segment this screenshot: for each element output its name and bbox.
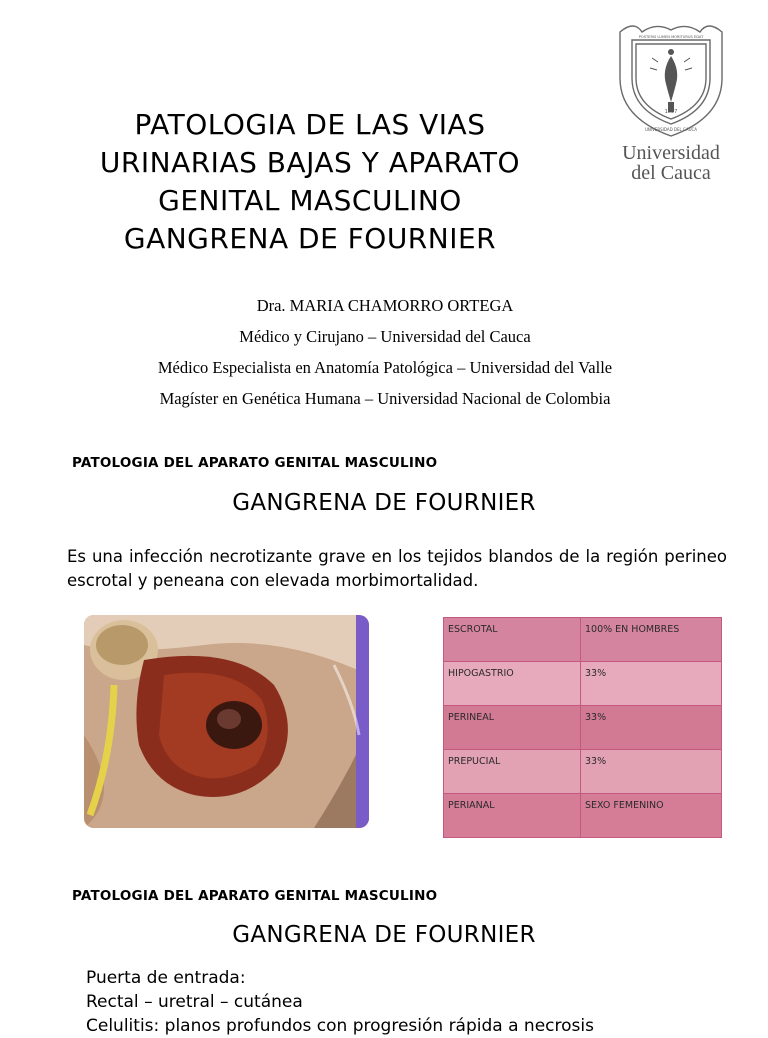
entry-point-heading: Puerta de entrada: — [86, 968, 246, 988]
table-cell-value: 33% — [581, 662, 722, 706]
clinical-photo-illustration — [84, 615, 369, 828]
svg-text:UNIVERSIDAD DEL CAUCA: UNIVERSIDAD DEL CAUCA — [644, 127, 698, 132]
section-label: PATOLOGIA DEL APARATO GENITAL MASCULINO — [72, 455, 438, 471]
clinical-photo — [84, 615, 369, 828]
table-cell-value: 33% — [581, 750, 722, 794]
table-cell-location: PERINEAL — [444, 706, 581, 750]
title-line-1: PATOLOGIA DE LAS VIAS — [134, 108, 486, 141]
table-row — [444, 618, 722, 662]
university-name — [596, 143, 746, 183]
document-title — [30, 106, 590, 258]
table-cell-value: SEXO FEMENINO — [581, 794, 722, 838]
table-cell-location: HIPOGASTRIO — [444, 662, 581, 706]
table-cell-value: 33% — [581, 706, 722, 750]
section-title: GANGRENA DE FOURNIER — [232, 490, 536, 516]
table-row — [444, 662, 722, 706]
author-block — [0, 290, 768, 414]
section-label-2: PATOLOGIA DEL APARATO GENITAL MASCULINO — [72, 888, 438, 904]
author-name: Dra. MARIA CHAMORRO ORTEGA — [256, 296, 514, 315]
title-line-2: URINARIAS BAJAS Y APARATO — [99, 146, 521, 179]
cellulitis-line: Celulitis: planos profundos con progresión rápida a necrosis — [86, 1016, 594, 1036]
svg-text:1827: 1827 — [664, 109, 678, 115]
university-name-line-2: del Cauca — [631, 162, 711, 184]
section-title-2: GANGRENA DE FOURNIER — [232, 922, 536, 948]
svg-text:POSTERIS LUMEN MORITURUS EDAT: POSTERIS LUMEN MORITURUS EDAT — [638, 35, 704, 39]
title-line-3: GENITAL MASCULINO — [158, 184, 462, 217]
location-frequency-table — [443, 617, 722, 838]
author-credential-1: Médico y Cirujano – Universidad del Cauca — [239, 327, 531, 346]
university-name-line-1: Universidad — [622, 142, 720, 164]
title-line-4: GANGRENA DE FOURNIER — [123, 222, 497, 255]
table-row — [444, 750, 722, 794]
table-row — [444, 706, 722, 750]
author-credential-3: Magíster en Genética Humana – Universidad Nacional de Colombia — [159, 389, 611, 408]
author-credential-2: Médico Especialista en Anatomía Patológica – Universidad del Valle — [157, 358, 613, 377]
table-row — [444, 794, 722, 838]
table-cell-location: ESCROTAL — [444, 618, 581, 662]
table-cell-location: PERIANAL — [444, 794, 581, 838]
table-cell-value: 100% EN HOMBRES — [581, 618, 722, 662]
section-2-body — [86, 966, 746, 1038]
table-cell-location: PREPUCIAL — [444, 750, 581, 794]
section-description: Es una infección necrotizante grave en los tejidos blandos de la región perineo escrotal y peneana con elevada morbimortalidad. — [67, 547, 727, 590]
entry-point-routes: Rectal – uretral – cutánea — [86, 992, 303, 1012]
